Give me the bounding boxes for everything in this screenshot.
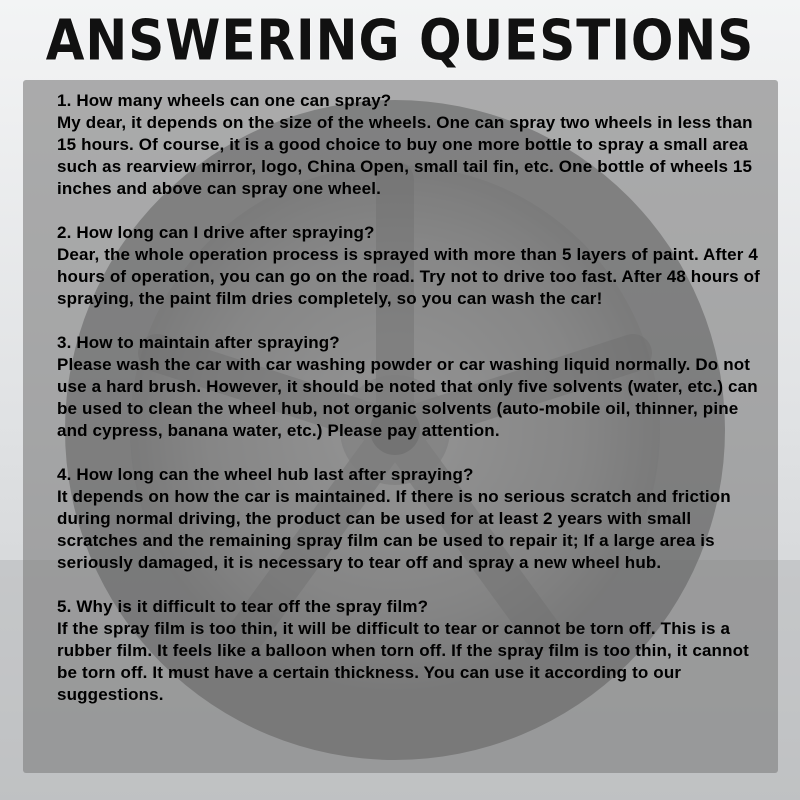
faq-item <box>57 222 769 310</box>
faq-question: 4. How long can the wheel hub last after spraying? <box>57 465 474 484</box>
faq-question: 2. How long can I drive after spraying? <box>57 223 375 242</box>
faq-item <box>57 332 769 442</box>
faq-question: 5. Why is it difficult to tear off the spray film? <box>57 597 429 616</box>
faq-answer: It depends on how the car is maintained. If there is no serious scratch and friction during normal driving, the product can be used for at least 2 years with small scratches and the remaining spray film can be used to repair it; If a large area is seriously damaged, it is necessary to tear off and spray a new wheel hub. <box>57 487 731 572</box>
faq-question: 3. How to maintain after spraying? <box>57 333 340 352</box>
faq-answer: My dear, it depends on the size of the wheels. One can spray two wheels in less than 15 hours. Of course, it is a good choice to buy one more bottle to spray a small area such as rearview mirror, logo, China Open, small tail fin, etc. One bottle of wheels 15 inches and above can spray one wheel. <box>57 113 753 198</box>
faq-answer: If the spray film is too thin, it will be difficult to tear or cannot be torn off. This is a rubber film. It feels like a balloon when torn off. If the spray film is too thin, it cannot be torn off. It must have a certain thickness. You can use it according to our suggestions. <box>57 619 749 704</box>
faq-answer: Please wash the car with car washing powder or car washing liquid normally. Do not use a hard brush. However, it should be noted that only five solvents (water, etc.) can be used to clean the wheel hub, not organic solvents (auto-mobile oil, thinner, pine and cypress, banana water, etc.) Please pay attention. <box>57 355 758 440</box>
faq-answer: Dear, the whole operation process is sprayed with more than 5 layers of paint. After 4 hours of operation, you can go on the road. Try not to drive too fast. After 48 hours of spraying, the paint film dries completely, so you can wash the car! <box>57 245 760 308</box>
faq-item <box>57 596 769 706</box>
page-title: ANSWERING QUESTIONS <box>45 8 755 73</box>
faq-item <box>57 464 769 574</box>
faq-list <box>57 90 769 728</box>
faq-item <box>57 90 769 200</box>
faq-question: 1. How many wheels can one can spray? <box>57 91 392 110</box>
